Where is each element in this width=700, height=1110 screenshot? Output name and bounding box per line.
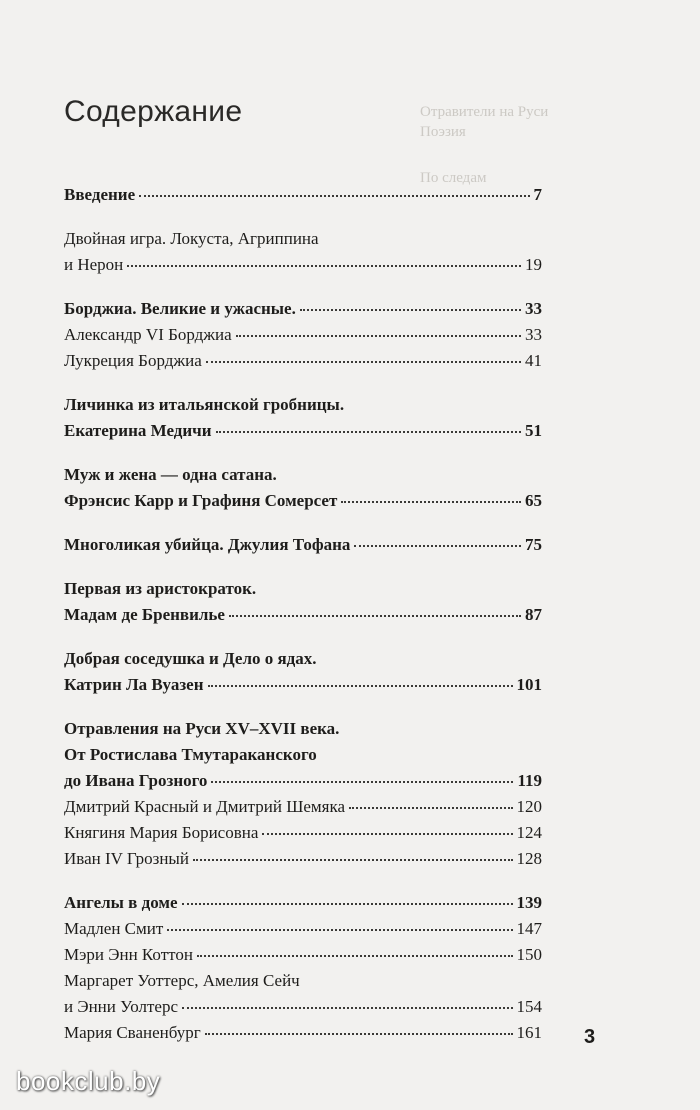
toc-subentry-line-title: Лукреция Борджиа <box>64 351 202 370</box>
toc-entry-line[interactable] <box>64 768 542 794</box>
toc-entry-line-page: 87 <box>525 605 542 624</box>
toc-entry-line-title: Борджиа. Великие и ужасные. <box>64 299 296 318</box>
toc-entry <box>64 392 542 444</box>
toc-subentry-line[interactable] <box>64 322 542 348</box>
toc-entry-line-title: Двойная игра. Локуста, Агриппина <box>64 229 319 248</box>
dot-leader <box>193 858 513 861</box>
toc-entry-line-page: 19 <box>525 255 542 274</box>
dot-leader <box>139 194 529 197</box>
toc-entry <box>64 296 542 374</box>
toc-entry-line-title: Многоликая убийца. Джулия Тофана <box>64 535 351 554</box>
toc-entry-line <box>64 742 542 768</box>
toc-entry <box>64 890 542 1046</box>
toc-entry-line-title: Добрая соседушка и Дело о ядах. <box>64 649 317 668</box>
toc-subentry-line[interactable] <box>64 794 542 820</box>
page-number: 3 <box>584 1026 596 1048</box>
toc-entry-line-page: 65 <box>525 491 542 510</box>
toc-entry-line[interactable] <box>64 418 542 444</box>
toc-entry-line-title: Ангелы в доме <box>64 893 178 912</box>
dot-leader <box>300 308 521 311</box>
toc-subentry <box>64 846 542 872</box>
toc-entry-line[interactable] <box>64 252 542 278</box>
dot-leader <box>182 902 513 905</box>
toc-entry-line-title: От Ростислава Тмутараканского <box>64 745 317 764</box>
toc-subentry-line-page: 120 <box>516 797 542 816</box>
toc-entry <box>64 532 542 558</box>
dot-leader <box>354 544 521 547</box>
show-through-text: По следам <box>420 170 487 186</box>
toc-subentry <box>64 1020 542 1046</box>
toc-subentry-line-page: 41 <box>525 351 542 370</box>
toc-subentry <box>64 820 542 846</box>
toc-subentry <box>64 322 542 348</box>
toc-subentry-line-title: Маргарет Уоттерс, Амелия Сейч <box>64 971 300 990</box>
toc-entry-line-page: 139 <box>516 893 542 912</box>
toc-subentry-line-page: 161 <box>516 1023 542 1042</box>
toc-entry-line[interactable] <box>64 182 542 208</box>
toc-entry-line-title: Муж и жена — одна сатана. <box>64 465 277 484</box>
toc-subentry-line-page: 154 <box>516 997 542 1016</box>
toc-entry <box>64 646 542 698</box>
toc-subentry-line[interactable] <box>64 916 542 942</box>
toc-subentry <box>64 348 542 374</box>
toc-entry-line-title: Катрин Ла Вуазен <box>64 675 204 694</box>
table-of-contents <box>64 182 542 1046</box>
toc-subentry-line[interactable] <box>64 1020 542 1046</box>
watermark: bookclub.by <box>16 1066 161 1096</box>
toc-entry <box>64 576 542 628</box>
toc-entry-line-title: и Нерон <box>64 255 124 274</box>
toc-subentry-line <box>64 968 542 994</box>
toc-entry-line-title: Первая из аристократок. <box>64 579 257 598</box>
toc-subentry-line-page: 124 <box>516 823 542 842</box>
toc-subentry-line[interactable] <box>64 994 542 1020</box>
dot-leader <box>167 928 512 931</box>
toc-entry-line-page: 119 <box>517 771 542 790</box>
toc-entry-line <box>64 716 542 742</box>
toc-subentry-line-page: 33 <box>525 325 542 344</box>
toc-entry <box>64 182 542 208</box>
dot-leader <box>206 360 521 363</box>
toc-entry <box>64 226 542 278</box>
toc-entry-line-page: 7 <box>533 185 542 204</box>
dot-leader <box>349 806 512 809</box>
toc-subentry-line-title: Мария Сваненбург <box>64 1023 201 1042</box>
dot-leader <box>341 500 521 503</box>
toc-entry-line-title: Фрэнсис Карр и Графиня Сомерсет <box>64 491 338 510</box>
toc-entry-line <box>64 576 542 602</box>
toc-entry-line[interactable] <box>64 672 542 698</box>
toc-subentry-line[interactable] <box>64 942 542 968</box>
dot-leader <box>208 684 513 687</box>
toc-entry-line <box>64 646 542 672</box>
toc-entry-line-title: Введение <box>64 185 136 204</box>
toc-subentry-line-title: Княгиня Мария Борисовна <box>64 823 259 842</box>
toc-entry-line-title: Екатерина Медичи <box>64 421 212 440</box>
toc-entry-line-title: Личинка из итальянской гробницы. <box>64 395 345 414</box>
toc-subentry <box>64 968 542 1020</box>
toc-entry-line-title: до Ивана Грозного <box>64 771 208 790</box>
toc-subentry-line-title: Иван IV Грозный <box>64 849 189 868</box>
toc-subentry-line-title: и Энни Уолтерс <box>64 997 179 1016</box>
toc-entry-line-title: Отравления на Руси XV–XVII века. <box>64 719 340 738</box>
show-through-text: Отравители на Руси Поэзия <box>420 104 549 140</box>
toc-entry-line <box>64 226 542 252</box>
dot-leader <box>236 334 521 337</box>
toc-subentry-line-title: Мадлен Смит <box>64 919 164 938</box>
toc-entry-line[interactable] <box>64 532 542 558</box>
dot-leader <box>229 614 521 617</box>
toc-subentry-line[interactable] <box>64 820 542 846</box>
toc-subentry-line[interactable] <box>64 348 542 374</box>
toc-subentry <box>64 794 542 820</box>
dot-leader <box>211 780 513 783</box>
toc-entry-line[interactable] <box>64 296 542 322</box>
toc-entry <box>64 716 542 872</box>
toc-entry <box>64 462 542 514</box>
toc-entry-line-page: 33 <box>525 299 542 318</box>
toc-subentry <box>64 942 542 968</box>
toc-subentry-line-title: Александр VI Борджиа <box>64 325 232 344</box>
toc-subentry-line-title: Мэри Энн Коттон <box>64 945 193 964</box>
toc-subentry <box>64 916 542 942</box>
dot-leader <box>205 1032 513 1035</box>
toc-subentry-line-page: 150 <box>516 945 542 964</box>
toc-subentry-line-title: Дмитрий Красный и Дмитрий Шемяка <box>64 797 346 816</box>
dot-leader <box>127 264 521 267</box>
toc-subentry-line-page: 147 <box>516 919 542 938</box>
toc-subentry-line-page: 128 <box>516 849 542 868</box>
toc-entry-line-page: 75 <box>525 535 542 554</box>
toc-entry-line-page: 101 <box>516 675 542 694</box>
page-title: Содержание <box>64 95 243 128</box>
toc-entry-line <box>64 462 542 488</box>
dot-leader <box>216 430 521 433</box>
toc-entry-line-page: 51 <box>525 421 542 440</box>
toc-subentry-line[interactable] <box>64 846 542 872</box>
dot-leader <box>182 1006 512 1009</box>
toc-entry-line <box>64 392 542 418</box>
toc-entry-line[interactable] <box>64 602 542 628</box>
dot-leader <box>197 954 513 957</box>
toc-entry-line-title: Мадам де Бренвилье <box>64 605 225 624</box>
dot-leader <box>262 832 512 835</box>
toc-entry-line[interactable] <box>64 890 542 916</box>
toc-entry-line[interactable] <box>64 488 542 514</box>
